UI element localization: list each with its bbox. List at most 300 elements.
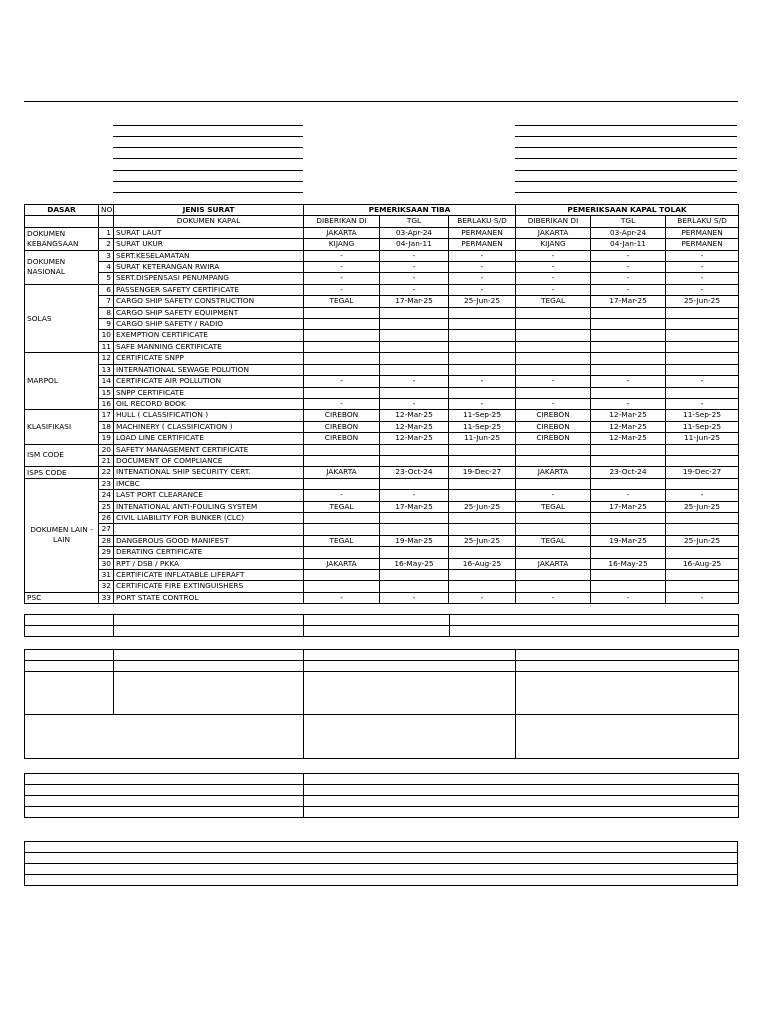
cell-t-di[interactable]: - [304, 592, 380, 603]
cell-k-di[interactable] [516, 478, 591, 489]
cell-t-di[interactable] [304, 330, 380, 341]
cell-k-berlaku[interactable]: 11-Sep-25 [666, 410, 739, 421]
field-line[interactable] [515, 170, 737, 171]
cell-k-berlaku[interactable]: - [666, 490, 739, 501]
cell-k-berlaku[interactable]: 25-Jun-25 [666, 296, 739, 307]
blank-cell[interactable] [304, 785, 739, 796]
cell-k-berlaku[interactable] [666, 570, 739, 581]
cell-t-di[interactable]: TEGAL [304, 535, 380, 546]
cell-k-di[interactable] [516, 364, 591, 375]
row-no: 13 [99, 364, 114, 375]
cell-k-tgl[interactable]: - [591, 592, 666, 603]
document-name [114, 524, 304, 535]
cell-t-tgl[interactable]: - [380, 262, 449, 273]
cell-k-di[interactable]: - [516, 250, 591, 261]
cell-k-tgl[interactable] [591, 478, 666, 489]
cell-t-di[interactable]: TEGAL [304, 296, 380, 307]
cell-k-berlaku[interactable]: - [666, 250, 739, 261]
cell-t-tgl[interactable] [380, 570, 449, 581]
table-row [25, 319, 739, 330]
group-label: KLASIFIKASI [27, 421, 72, 431]
group-klasifikasi [25, 410, 99, 444]
cell-t-tgl[interactable] [380, 330, 449, 341]
cell-k-di[interactable]: TEGAL [516, 296, 591, 307]
cell-k-berlaku[interactable] [666, 547, 739, 558]
cell-k-di[interactable]: - [516, 284, 591, 295]
cell-t-tgl[interactable]: - [380, 592, 449, 603]
cell-k-di[interactable] [516, 307, 591, 318]
cell-t-tgl[interactable]: 03-Apr-24 [380, 227, 449, 238]
cell-k-tgl[interactable] [591, 341, 666, 352]
cell-k-di[interactable]: TEGAL [516, 535, 591, 546]
document-name: DERATING CERTIFICATE [114, 547, 304, 558]
cell-k-berlaku[interactable] [666, 364, 739, 375]
table-row [25, 227, 739, 238]
cell-t-berlaku[interactable] [449, 524, 516, 535]
table-row [25, 570, 739, 581]
table-row [25, 262, 739, 273]
cell-t-tgl[interactable]: - [380, 250, 449, 261]
cell-k-di[interactable] [516, 455, 591, 466]
cell-k-di[interactable] [516, 547, 591, 558]
table-row [25, 478, 739, 489]
blank-cell[interactable] [25, 672, 114, 715]
row-no: 8 [99, 307, 114, 318]
cell-t-di[interactable]: CIREBON [304, 421, 380, 432]
document-name: RPT / DSB / PKKA [114, 558, 304, 569]
row-no: 24 [99, 490, 114, 501]
field-line[interactable] [515, 125, 737, 126]
cell-t-berlaku[interactable]: 11-Jun-25 [449, 433, 516, 444]
cell-k-tgl[interactable] [591, 570, 666, 581]
cell-k-tgl[interactable]: 04-Jan-11 [591, 239, 666, 250]
document-name: EXEMPTION CERTIFICATE [114, 330, 304, 341]
cell-t-berlaku[interactable] [449, 387, 516, 398]
cell-t-tgl[interactable]: 23-Oct-24 [380, 467, 449, 478]
cell-t-tgl[interactable] [380, 455, 449, 466]
blank-cell[interactable] [516, 661, 739, 672]
cell-k-di[interactable]: TEGAL [516, 501, 591, 512]
group-label: PSC [27, 593, 42, 603]
blank-cell[interactable] [25, 615, 114, 626]
cell-k-tgl[interactable]: - [591, 250, 666, 261]
blank-cell[interactable] [304, 661, 516, 672]
subheader-row [25, 216, 739, 227]
cell-t-berlaku[interactable] [449, 490, 516, 501]
document-name: SNPP CERTIFICATE [114, 387, 304, 398]
cell-t-berlaku[interactable] [449, 455, 516, 466]
row-no: 12 [99, 353, 114, 364]
cell-t-berlaku[interactable] [449, 364, 516, 375]
blank-cell[interactable] [25, 864, 738, 875]
field-line[interactable] [113, 192, 303, 193]
cell-t-di[interactable]: JAKARTA [304, 467, 380, 478]
row-no: 6 [99, 284, 114, 295]
cell-t-di[interactable]: - [304, 398, 380, 409]
document-name: LAST PORT CLEARANCE [114, 490, 304, 501]
cell-k-berlaku[interactable] [666, 512, 739, 523]
cell-t-tgl[interactable] [380, 353, 449, 364]
row-no: 17 [99, 410, 114, 421]
cell-k-di[interactable] [516, 341, 591, 352]
cell-k-di[interactable]: KIJANG [516, 239, 591, 250]
cell-t-tgl[interactable] [380, 364, 449, 375]
cell-t-tgl[interactable] [380, 307, 449, 318]
group-label: DOKUMEN [27, 228, 66, 238]
blank-cell[interactable] [516, 672, 739, 715]
document-name: CERTIFICATE INFLATABLE LIFERAFT [114, 570, 304, 581]
table-row [25, 387, 739, 398]
row-no: 27 [99, 524, 114, 535]
blank-cell[interactable] [114, 615, 304, 626]
table-row [25, 376, 739, 387]
cell-t-tgl[interactable] [380, 387, 449, 398]
cell-t-di[interactable]: JAKARTA [304, 558, 380, 569]
cell-t-di[interactable]: CIREBON [304, 433, 380, 444]
cell-k-tgl[interactable] [591, 444, 666, 455]
cell-t-di[interactable]: CIREBON [304, 410, 380, 421]
cell-k-di[interactable] [516, 353, 591, 364]
row-no: 11 [99, 341, 114, 352]
document-name: IMCBC [114, 478, 304, 489]
blank-cell[interactable] [304, 774, 739, 785]
cell-k-tgl[interactable] [591, 353, 666, 364]
cell-k-tgl[interactable]: - [591, 273, 666, 284]
field-line[interactable] [113, 125, 303, 126]
blank-cell[interactable] [25, 626, 114, 637]
field-line[interactable] [113, 136, 303, 137]
cell-k-tgl[interactable]: - [591, 376, 666, 387]
cell-t-di[interactable] [304, 570, 380, 581]
cell-t-di[interactable] [304, 364, 380, 375]
cell-k-tgl[interactable] [591, 455, 666, 466]
cell-t-di[interactable]: JAKARTA [304, 227, 380, 238]
cell-t-di[interactable] [304, 307, 380, 318]
dokumen-kapal-header: DOKUMEN KAPAL [114, 216, 304, 227]
cell-k-tgl[interactable] [591, 319, 666, 330]
blank-cell[interactable] [25, 853, 738, 864]
row-no: 26 [99, 512, 114, 523]
cell-k-berlaku[interactable] [666, 455, 739, 466]
cell-t-berlaku[interactable]: 11-Sep-25 [449, 421, 516, 432]
blank-cell[interactable] [516, 650, 739, 661]
cell-k-tgl[interactable]: 12-Mar-25 [591, 421, 666, 432]
cell-t-berlaku[interactable] [449, 581, 516, 592]
cell-t-berlaku[interactable] [449, 319, 516, 330]
cell-t-berlaku[interactable]: 11-Sep-25 [449, 410, 516, 421]
blank-cell[interactable] [25, 650, 114, 661]
cell-k-berlaku[interactable] [666, 387, 739, 398]
cell-t-di[interactable] [304, 581, 380, 592]
cell-k-berlaku[interactable]: 11-Sep-25 [666, 421, 739, 432]
blank-cell[interactable] [25, 807, 304, 818]
cell-t-berlaku[interactable]: 19-Dec-27 [449, 467, 516, 478]
cell-k-berlaku[interactable] [666, 307, 739, 318]
cell-t-berlaku[interactable]: - [449, 284, 516, 295]
header-row [25, 205, 739, 216]
cell-t-berlaku[interactable]: PERMANEN [449, 239, 516, 250]
cell-k-berlaku[interactable]: PERMANEN [666, 239, 739, 250]
blank-cell[interactable] [304, 715, 516, 759]
cell-k-berlaku[interactable]: - [666, 284, 739, 295]
row-no: 16 [99, 398, 114, 409]
top-rule [24, 101, 738, 102]
cell-k-berlaku[interactable]: - [666, 262, 739, 273]
cell-t-berlaku[interactable]: - [449, 592, 516, 603]
cell-k-di[interactable] [516, 319, 591, 330]
cell-t-tgl[interactable]: 17-Mar-25 [380, 501, 449, 512]
blank-cell[interactable] [304, 672, 516, 715]
cell-t-di[interactable] [304, 524, 380, 535]
cell-k-di[interactable] [516, 512, 591, 523]
cell-k-di[interactable] [516, 330, 591, 341]
cell-t-berlaku[interactable] [449, 341, 516, 352]
cell-k-berlaku[interactable] [666, 353, 739, 364]
cell-t-tgl[interactable]: - [380, 273, 449, 284]
cell-k-di[interactable]: CIREBON [516, 433, 591, 444]
cell-t-berlaku[interactable] [449, 478, 516, 489]
cell-t-tgl[interactable]: - [380, 376, 449, 387]
group-label: ISPS CODE [27, 467, 67, 477]
cell-k-di[interactable]: - [516, 262, 591, 273]
blank-cell[interactable] [25, 715, 304, 759]
cell-k-di[interactable] [516, 444, 591, 455]
cell-k-di[interactable]: - [516, 273, 591, 284]
cell-k-di[interactable] [516, 581, 591, 592]
cell-t-tgl[interactable] [380, 319, 449, 330]
row-no: 19 [99, 433, 114, 444]
cell-t-di[interactable] [304, 478, 380, 489]
cell-t-berlaku[interactable] [449, 444, 516, 455]
cell-t-berlaku[interactable] [449, 353, 516, 364]
cell-t-tgl[interactable]: - [380, 490, 449, 501]
cell-k-tgl[interactable]: - [591, 490, 666, 501]
group-isps-code [25, 467, 99, 478]
cell-k-berlaku[interactable]: - [666, 592, 739, 603]
cell-k-di[interactable]: - [516, 398, 591, 409]
cell-t-tgl[interactable] [380, 581, 449, 592]
blank-cell[interactable] [25, 661, 114, 672]
cell-k-berlaku[interactable] [666, 524, 739, 535]
cell-k-di[interactable] [516, 387, 591, 398]
cell-t-tgl[interactable] [380, 547, 449, 558]
cell-k-tgl[interactable] [591, 512, 666, 523]
blank-cell[interactable] [114, 661, 304, 672]
cell-t-berlaku[interactable] [449, 570, 516, 581]
cell-k-berlaku[interactable]: - [666, 273, 739, 284]
cell-k-tgl[interactable]: 19-Mar-25 [591, 535, 666, 546]
cell-t-tgl[interactable]: - [380, 398, 449, 409]
cell-k-tgl[interactable] [591, 364, 666, 375]
cell-k-di[interactable] [516, 524, 591, 535]
document-name: INTENATIONAL ANTI-FOULING SYSTEM [114, 501, 304, 512]
cell-k-berlaku[interactable]: 25-Jun-25 [666, 535, 739, 546]
cell-t-tgl[interactable] [380, 478, 449, 489]
blank-cell[interactable] [450, 626, 739, 637]
cell-k-berlaku[interactable] [666, 444, 739, 455]
cell-t-tgl[interactable] [380, 341, 449, 352]
cell-t-tgl[interactable]: 16-May-25 [380, 558, 449, 569]
cell-t-tgl[interactable]: 12-Mar-25 [380, 410, 449, 421]
table-row [25, 239, 739, 250]
cell-t-tgl[interactable]: 17-Mar-25 [380, 296, 449, 307]
row-no: 3 [99, 250, 114, 261]
cell-t-tgl[interactable]: 19-Mar-25 [380, 535, 449, 546]
blank-cell[interactable] [25, 842, 738, 853]
jenis-surat-header: JENIS SURAT [114, 205, 304, 216]
cell-t-di[interactable]: - [304, 262, 380, 273]
cell-k-tgl[interactable]: 03-Apr-24 [591, 227, 666, 238]
cell-k-di[interactable]: CIREBON [516, 410, 591, 421]
cell-t-berlaku[interactable]: PERMANEN [449, 227, 516, 238]
blank-cell[interactable] [25, 875, 738, 886]
cell-t-di[interactable] [304, 341, 380, 352]
cell-k-berlaku[interactable] [666, 319, 739, 330]
cell-k-berlaku[interactable]: - [666, 376, 739, 387]
cell-t-tgl[interactable] [380, 444, 449, 455]
blank-cell[interactable] [25, 785, 304, 796]
cell-t-di[interactable]: - [304, 490, 380, 501]
cell-t-di[interactable]: - [304, 273, 380, 284]
cell-k-berlaku[interactable]: 25-Jun-25 [666, 501, 739, 512]
cell-t-di[interactable]: - [304, 376, 380, 387]
row-no: 32 [99, 581, 114, 592]
blank-cell[interactable] [114, 650, 304, 661]
field-line[interactable] [113, 147, 303, 148]
cell-k-tgl[interactable]: 17-Mar-25 [591, 296, 666, 307]
cell-k-di[interactable]: - [516, 376, 591, 387]
cell-t-berlaku[interactable]: 16-Aug-25 [449, 558, 516, 569]
cell-t-di[interactable] [304, 455, 380, 466]
cell-k-berlaku[interactable]: 19-Dec-27 [666, 467, 739, 478]
cell-t-di[interactable]: TEGAL [304, 501, 380, 512]
cell-k-tgl[interactable]: 17-Mar-25 [591, 501, 666, 512]
field-line[interactable] [113, 181, 303, 182]
cell-t-tgl[interactable] [380, 524, 449, 535]
tgl-header: TGL [380, 216, 449, 227]
field-line[interactable] [515, 181, 737, 182]
cell-k-tgl[interactable] [591, 330, 666, 341]
cell-k-tgl[interactable]: - [591, 398, 666, 409]
document-name: SURAT UKUR [114, 239, 304, 250]
cell-t-di[interactable] [304, 387, 380, 398]
group-psc [25, 592, 99, 603]
cell-t-berlaku[interactable]: 25-Jun-25 [449, 501, 516, 512]
cell-t-berlaku[interactable]: - [449, 250, 516, 261]
cell-k-berlaku[interactable] [666, 581, 739, 592]
cell-k-di[interactable]: CIREBON [516, 421, 591, 432]
cell-k-di[interactable] [516, 570, 591, 581]
document-name: CIVIL LIABILITY FOR BUNKER (CLC) [114, 512, 304, 523]
cell-t-berlaku[interactable] [449, 307, 516, 318]
field-line[interactable] [515, 136, 737, 137]
cell-t-di[interactable] [304, 353, 380, 364]
cell-k-berlaku[interactable]: PERMANEN [666, 227, 739, 238]
table-row [25, 592, 739, 603]
cell-k-tgl[interactable] [591, 387, 666, 398]
cell-t-berlaku[interactable]: - [449, 262, 516, 273]
cell-k-tgl[interactable]: 12-Mar-25 [591, 410, 666, 421]
cell-k-tgl[interactable] [591, 307, 666, 318]
cell-t-di[interactable] [304, 319, 380, 330]
blank-cell[interactable] [25, 774, 304, 785]
cell-t-berlaku[interactable] [449, 512, 516, 523]
cell-t-di[interactable] [304, 547, 380, 558]
blank-cell[interactable] [304, 615, 450, 626]
row-no: 10 [99, 330, 114, 341]
cell-t-berlaku[interactable]: - [449, 398, 516, 409]
empty-cell [99, 216, 114, 227]
field-line[interactable] [515, 158, 737, 159]
table-row [25, 284, 739, 295]
cell-k-di[interactable]: - [516, 592, 591, 603]
cell-k-berlaku[interactable] [666, 341, 739, 352]
field-line[interactable] [515, 192, 737, 193]
cell-t-berlaku[interactable]: - [449, 376, 516, 387]
cell-k-tgl[interactable]: - [591, 284, 666, 295]
cell-t-di[interactable] [304, 444, 380, 455]
cell-k-di[interactable]: JAKARTA [516, 467, 591, 478]
cell-k-di[interactable]: JAKARTA [516, 227, 591, 238]
document-name: DANGEROUS GOOD MANIFEST [114, 535, 304, 546]
cell-t-di[interactable]: - [304, 284, 380, 295]
cell-k-tgl[interactable] [591, 524, 666, 535]
table-row [25, 524, 739, 535]
cell-t-di[interactable]: KIJANG [304, 239, 380, 250]
blank-cell[interactable] [304, 626, 450, 637]
cell-t-tgl[interactable]: 04-Jan-11 [380, 239, 449, 250]
blank-cell[interactable] [304, 650, 516, 661]
blank-cell[interactable] [304, 807, 739, 818]
blank-cell[interactable] [304, 796, 739, 807]
cell-t-tgl[interactable]: 12-Mar-25 [380, 421, 449, 432]
cell-k-tgl[interactable]: - [591, 262, 666, 273]
cell-k-di[interactable]: - [516, 490, 591, 501]
cell-k-tgl[interactable] [591, 581, 666, 592]
blank-section-1 [24, 614, 739, 637]
cell-k-berlaku[interactable]: - [666, 398, 739, 409]
blank-cell[interactable] [516, 715, 739, 759]
field-line[interactable] [113, 158, 303, 159]
blank-cell[interactable] [114, 672, 304, 715]
cell-k-berlaku[interactable]: 16-Aug-25 [666, 558, 739, 569]
cell-t-di[interactable] [304, 512, 380, 523]
cell-k-tgl[interactable]: 23-Oct-24 [591, 467, 666, 478]
cell-t-berlaku[interactable] [449, 330, 516, 341]
blank-cell[interactable] [114, 626, 304, 637]
cell-k-tgl[interactable]: 12-Mar-25 [591, 433, 666, 444]
blank-cell[interactable] [25, 796, 304, 807]
field-line[interactable] [515, 147, 737, 148]
blank-cell[interactable] [450, 615, 739, 626]
cell-t-berlaku[interactable]: 25-Jun-25 [449, 535, 516, 546]
cell-k-di[interactable]: JAKARTA [516, 558, 591, 569]
cell-t-tgl[interactable] [380, 512, 449, 523]
cell-k-berlaku[interactable] [666, 330, 739, 341]
cell-t-berlaku[interactable] [449, 547, 516, 558]
field-line[interactable] [113, 170, 303, 171]
cell-t-berlaku[interactable]: 25-Jun-25 [449, 296, 516, 307]
cell-k-berlaku[interactable] [666, 478, 739, 489]
cell-t-tgl[interactable]: - [380, 284, 449, 295]
cell-k-tgl[interactable] [591, 547, 666, 558]
pemeriksaan-tiba-header: PEMERIKSAAN TIBA [304, 205, 516, 216]
cell-k-berlaku[interactable]: 11-Jun-25 [666, 433, 739, 444]
cell-t-di[interactable]: - [304, 250, 380, 261]
cell-t-tgl[interactable]: 12-Mar-25 [380, 433, 449, 444]
cell-k-tgl[interactable]: 16-May-25 [591, 558, 666, 569]
cell-t-berlaku[interactable]: - [449, 273, 516, 284]
